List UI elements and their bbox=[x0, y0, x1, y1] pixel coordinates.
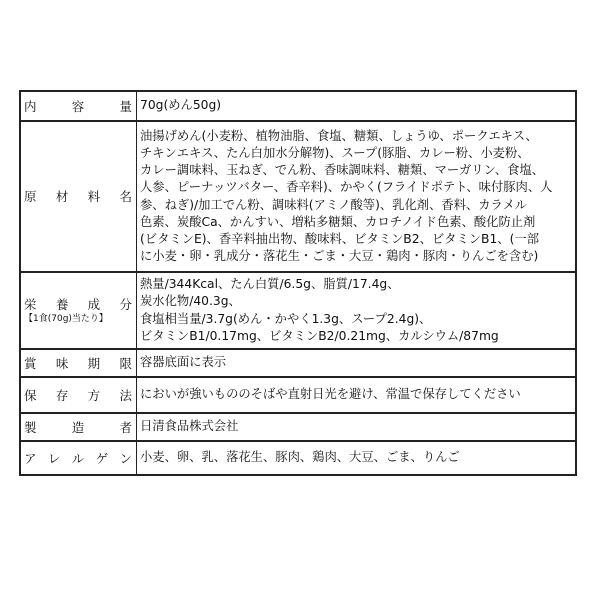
label-value-best-before bbox=[137, 349, 577, 377]
value-line: に小麦・卵・乳成分・落花生・ごま・大豆・鶏肉・豚肉・りんごを含む) bbox=[140, 248, 539, 263]
heading-char: 法 bbox=[119, 387, 132, 403]
heading-char: ゲ bbox=[95, 450, 109, 466]
heading-char: 材 bbox=[55, 189, 69, 204]
heading-char: ア bbox=[24, 450, 37, 466]
label-heading-contents bbox=[20, 91, 137, 121]
value-line: チキンエキス、たん白加水分解物)、スープ(豚脂、カレー粉、小麦粉、 bbox=[140, 146, 530, 161]
heading-char: 分 bbox=[119, 297, 132, 312]
heading-text bbox=[24, 296, 132, 313]
heading-char: 限 bbox=[119, 355, 132, 371]
label-heading-ingredients bbox=[20, 121, 137, 272]
heading-char: 栄 bbox=[24, 297, 37, 312]
value-line: 容器底面に表示 bbox=[140, 355, 227, 370]
heading-char: 賞 bbox=[24, 355, 37, 371]
heading-char: 保 bbox=[24, 387, 37, 403]
label-row-best-before bbox=[20, 349, 576, 377]
heading-char: 製 bbox=[24, 419, 37, 435]
value-line: 人参、ピーナッツバター、香辛料)、かやく(フライドポテト、味付豚肉、人 bbox=[140, 180, 553, 195]
heading-char: 造 bbox=[71, 419, 85, 435]
label-value-storage bbox=[137, 377, 577, 413]
value-line: 日清食品株式会社 bbox=[140, 419, 239, 434]
label-row-storage bbox=[20, 377, 576, 413]
label-heading-best-before bbox=[20, 349, 137, 377]
label-heading-storage bbox=[20, 377, 137, 413]
heading-char: 内 bbox=[24, 98, 37, 114]
value-line: においが強いもののそばや直射日光を避け、常温で保存してください bbox=[140, 387, 521, 402]
value-line: 参、ねぎ)/加工でん粉、調味料(アミノ酸等)、乳化剤、香料、カラメル bbox=[140, 197, 528, 212]
label-heading-nutrition bbox=[20, 272, 137, 349]
food-label-table bbox=[19, 90, 577, 476]
heading-char: 料 bbox=[87, 189, 101, 204]
value-line: 油揚げめん(小麦粉、植物油脂、食塩、糖類、しょうゆ、ポークエキス、 bbox=[140, 129, 538, 144]
heading-char: 期 bbox=[87, 355, 101, 371]
heading-char: 方 bbox=[87, 387, 101, 403]
heading-text bbox=[24, 355, 132, 372]
label-heading-allergens bbox=[20, 441, 137, 475]
heading-text bbox=[24, 98, 132, 115]
heading-text bbox=[24, 419, 132, 436]
value-line: (ビタミンE)、香辛料抽出物、酸味料、ビタミンB2、ビタミンB1、(一部 bbox=[140, 231, 539, 246]
label-row-manufacturer bbox=[20, 413, 576, 441]
label-value-nutrition bbox=[137, 272, 577, 349]
heading-char: 存 bbox=[55, 387, 69, 403]
label-value-contents bbox=[137, 91, 577, 121]
heading-char: レ bbox=[47, 450, 61, 466]
value-line: 炭水化物/40.3g、 bbox=[140, 294, 241, 309]
value-line: 色素、炭酸Ca、かんすい、増粘多糖類、カロチノイド色素、酸化防止剤 bbox=[140, 214, 536, 229]
heading-text bbox=[24, 387, 132, 404]
label-row-allergens bbox=[20, 441, 576, 475]
heading-char: ン bbox=[119, 450, 132, 466]
label-heading-manufacturer bbox=[20, 413, 137, 441]
heading-char: 容 bbox=[71, 98, 85, 114]
label-value-manufacturer bbox=[137, 413, 577, 441]
heading-note: 【1食(70g)当たり】 bbox=[24, 314, 108, 324]
heading-text bbox=[24, 188, 132, 205]
label-row-contents bbox=[20, 91, 576, 121]
value-line: カレー調味料、玉ねぎ、でん粉、香味調味料、糖類、マーガリン、食塩、 bbox=[140, 163, 545, 178]
label-table-body bbox=[20, 91, 576, 475]
heading-char: 養 bbox=[55, 297, 69, 312]
heading-char: 味 bbox=[55, 355, 69, 371]
heading-char: 量 bbox=[119, 98, 132, 114]
heading-char: ル bbox=[71, 450, 85, 466]
label-value-ingredients bbox=[137, 121, 577, 272]
value-line: 小麦、卵、乳、落花生、豚肉、鶏肉、大豆、ごま、りんご bbox=[140, 450, 460, 465]
value-line: 食塩相当量/3.7g(めん・かやく1.3g、スープ2.4g)、 bbox=[140, 311, 432, 326]
value-line: 70g(めん50g) bbox=[140, 98, 222, 113]
label-row-ingredients bbox=[20, 121, 576, 272]
heading-text bbox=[24, 450, 132, 467]
heading-char: 成 bbox=[87, 297, 101, 312]
value-line: ビタミンB1/0.17mg、ビタミンB2/0.21mg、カルシウム/87mg bbox=[140, 328, 499, 343]
heading-char: 名 bbox=[119, 189, 132, 204]
heading-char: 原 bbox=[24, 189, 37, 204]
heading-char: 者 bbox=[119, 419, 132, 435]
value-line: 熱量/344Kcal、たん白質/6.5g、脂質/17.4g、 bbox=[140, 277, 400, 292]
label-value-allergens bbox=[137, 441, 577, 475]
label-row-nutrition bbox=[20, 272, 576, 349]
